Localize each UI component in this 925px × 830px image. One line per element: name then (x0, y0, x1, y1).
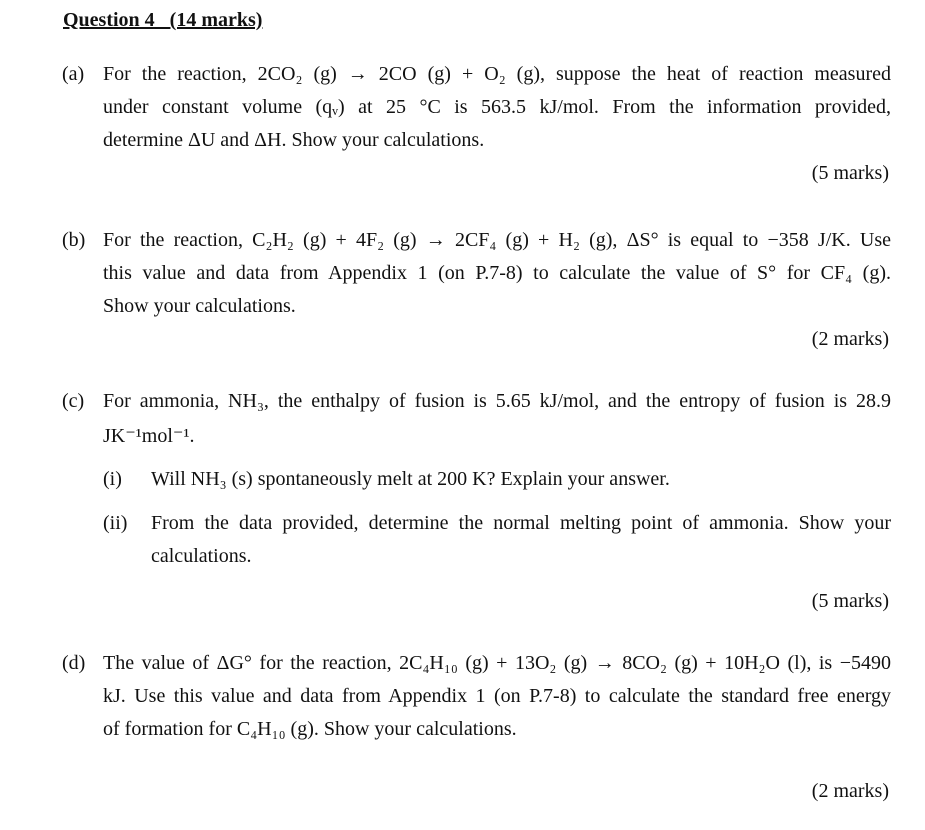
part-d-line-2: kJ. Use this value and data from Appendix 1 (on P.7-8) to calculate the standard free energy (103, 685, 891, 707)
part-c-marks: (5 marks) (811, 590, 889, 612)
part-a-marks: (5 marks) (811, 162, 889, 184)
part-c-line-2: JK⁻¹mol⁻¹. (103, 425, 195, 447)
part-b-label: (b) (62, 229, 86, 251)
part-b-marks: (2 marks) (811, 328, 889, 350)
part-d-label: (d) (62, 652, 86, 674)
part-c-label: (c) (62, 390, 85, 412)
part-b-line-2: this value and data from Appendix 1 (on P.7-8) to calculate the value of S° for CF₄ (g). (103, 262, 891, 284)
part-a-label: (a) (62, 63, 85, 85)
part-a-line-3: determine ΔU and ΔH. Show your calculations. (103, 129, 485, 151)
part-c-sub-i-text: Will NH₃ (s) spontaneously melt at 200 K? Explain your answer. (151, 468, 670, 490)
part-d-marks: (2 marks) (811, 780, 889, 802)
part-b-line-1: For the reaction, C₂H₂ (g) + 4F₂ (g) → 2CF₄ (g) + H₂ (g), ΔS° is equal to −358 J/K. Use (103, 229, 891, 251)
part-c-sub-ii-line-2: calculations. (151, 545, 252, 567)
part-a-line-1: For the reaction, 2CO₂ (g) → 2CO (g) + O₂ (g), suppose the heat of reaction measured (103, 63, 891, 85)
part-c-sub-i-label: (i) (103, 468, 122, 490)
part-c-sub-ii-label: (ii) (103, 512, 128, 534)
question-title: Question 4 (14 marks) (63, 9, 263, 31)
part-d-line-3: of formation for C₄H₁₀ (g). Show your calculations. (103, 718, 517, 740)
part-d-line-1: The value of ΔG° for the reaction, 2C₄H₁₀ (g) + 13O₂ (g) → 8CO₂ (g) + 10H₂O (l), is −5490 (103, 652, 891, 674)
part-b-line-3: Show your calculations. (103, 295, 296, 317)
part-c-sub-ii-line-1: From the data provided, determine the normal melting point of ammonia. Show your (151, 512, 891, 534)
part-a-line-2: under constant volume (qᵥ) at 25 °C is 563.5 kJ/mol. From the information provided, (103, 96, 891, 118)
part-c-line-1: For ammonia, NH₃, the enthalpy of fusion is 5.65 kJ/mol, and the entropy of fusion is 28.9 (103, 390, 891, 412)
